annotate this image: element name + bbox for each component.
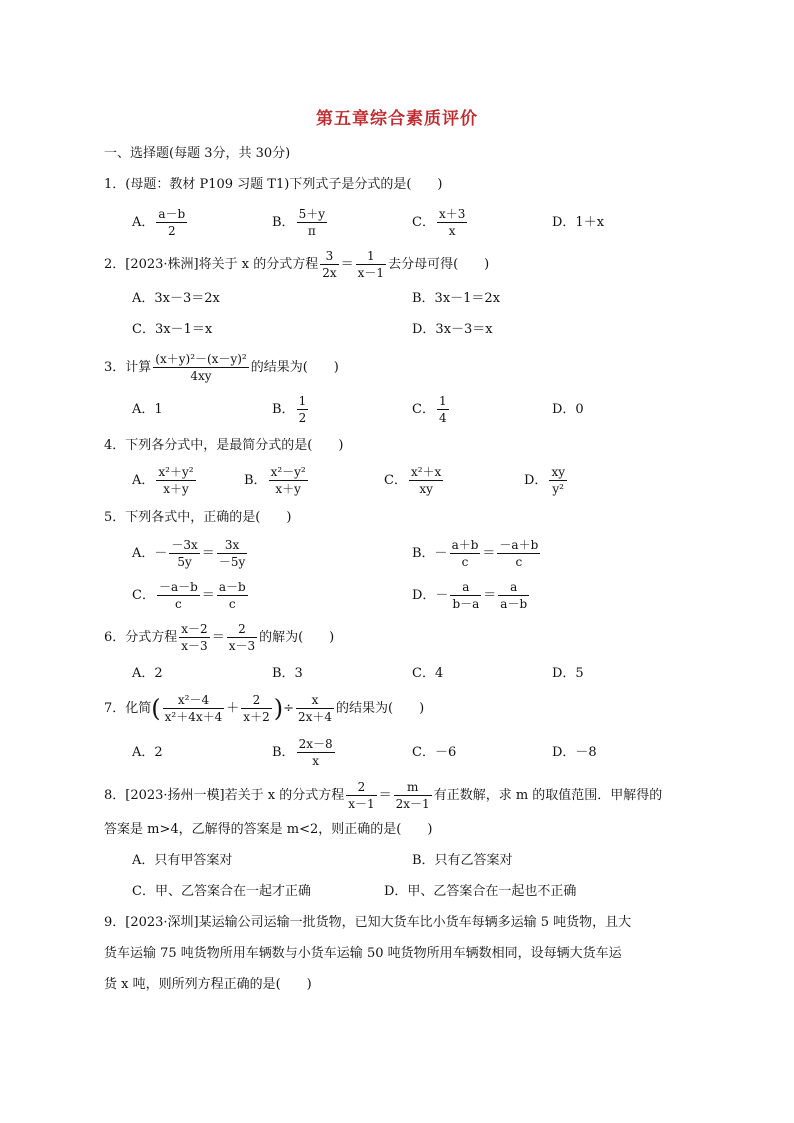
q2-option-b: B．3x－1＝2x <box>412 291 501 306</box>
question-3-stem: 3．计算 $\frac{\text{(x＋y)²－(x－y)²}}{4xy}$ 的结果为( ) <box>104 352 339 383</box>
q3-option-d: D．0 <box>552 402 584 417</box>
q5-option-d: D．－ $\frac{a}{b-a}$ ＝ $\frac{a}{a-b}$ <box>412 580 528 611</box>
q8-option-c: C．甲、乙答案合在一起才正确 <box>132 884 311 899</box>
question-9-line-3: 货 x 吨，则所列方程正确的是( ) <box>104 977 312 992</box>
q7-option-c: C．－6 <box>412 745 457 760</box>
question-8-stem: 8．[2023·扬州一模]若关于 x 的分式方程 $\frac{2}{x-1}$ ＝ $\frac{m}{2x-1}$ 有正数解，求 m 的取值范围．甲解得的 <box>104 780 663 811</box>
question-2-stem: 2．[2023·株洲]将关于 x 的分式方程 $\frac{3}{2x}$ ＝ $\frac{1}{x-1}$ 去分母可得( ) <box>104 249 490 280</box>
q6-option-a: A．2 <box>132 666 163 681</box>
q8-option-a: A．只有甲答案对 <box>132 853 233 868</box>
section-heading: 一、选择题(每题 3分，共 30分) <box>104 146 291 161</box>
question-8-line-2: 答案是 m>4，乙解得的答案是 m<2，则正确的是( ) <box>104 822 433 837</box>
question-1-stem: 1．(母题：教材 P109 习题 T1)下列式子是分式的是( ) <box>104 177 443 192</box>
q4-option-a: A． $\frac{\text{x²＋y²}}{x+y}$ <box>132 465 194 496</box>
q5-option-c: C． $\frac{-a-b}{c}$ ＝ $\frac{a-b}{c}$ <box>132 580 246 611</box>
q4-option-c: C． $\frac{\text{x²＋x}}{xy}$ <box>384 465 442 496</box>
question-9-line-2: 货车运输 75 吨货物所用车辆数与小货车运输 50 吨货物所用车辆数相同，设每辆大货车运 <box>104 946 622 961</box>
q3-option-b: B． $\frac{1}{2}$ <box>272 394 307 425</box>
q3-option-c: C． $\frac{1}{4}$ <box>412 394 447 425</box>
q5-option-a: A．－ $\frac{-3x}{5y}$ ＝ $\frac{3x}{-5y}$ <box>132 538 246 569</box>
q6-option-c: C．4 <box>412 666 444 681</box>
q1-option-b: B． $\frac{5+y}{\pi}$ <box>272 207 325 238</box>
page-title: 第五章综合素质评价 <box>316 109 478 129</box>
q2-option-d: D．3x－3＝x <box>412 322 493 337</box>
q8-option-b: B．只有乙答案对 <box>412 853 513 868</box>
q5-option-b: B．－ $\frac{a+b}{c}$ ＝ $\frac{-a+b}{c}$ <box>412 538 539 569</box>
question-9-line-1: 9．[2023·深圳]某运输公司运输一批货物，已知大货车比小货车每辆多运输 5 吨货物，且大 <box>104 915 632 930</box>
q3-option-a: A．1 <box>132 402 163 417</box>
q1-option-d: D．1＋x <box>552 215 605 230</box>
q4-option-d: D． $\frac{xy}{\text{y²}}$ <box>524 465 565 496</box>
q6-option-d: D．5 <box>552 666 584 681</box>
q1-option-c: C． $\frac{x+3}{x}$ <box>412 207 466 238</box>
question-6-stem: 6．分式方程 $\frac{x-2}{x-3}$ ＝ $\frac{2}{x-3}$ 的解为( ) <box>104 622 335 653</box>
q7-option-b: B． $\frac{2x-8}{x}$ <box>272 737 333 768</box>
q7-option-d: D．－8 <box>552 745 597 760</box>
question-7-stem: 7．化简( $\frac{\text{x²－4}}{\text{x²＋4x＋4}}$ ＋ $\frac{2}{x+2}$ )÷ $\frac{x}{2x+4}$ 的结果为( ) <box>104 693 425 724</box>
q2-option-a: A．3x－3＝2x <box>132 291 220 306</box>
q8-option-d: D．甲、乙答案合在一起也不正确 <box>384 884 577 899</box>
q2-option-c: C．3x－1＝x <box>132 322 213 337</box>
question-4-stem: 4．下列各分式中，是最简分式的是( ) <box>104 438 344 453</box>
q6-option-b: B．3 <box>272 666 303 681</box>
question-5-stem: 5．下列各式中，正确的是( ) <box>104 510 292 525</box>
q1-option-a: A． $\frac{a-b}{2}$ <box>132 207 186 238</box>
q4-option-b: B． $\frac{\text{x²－y²}}{x+y}$ <box>244 465 306 496</box>
q7-option-a: A．2 <box>132 745 163 760</box>
